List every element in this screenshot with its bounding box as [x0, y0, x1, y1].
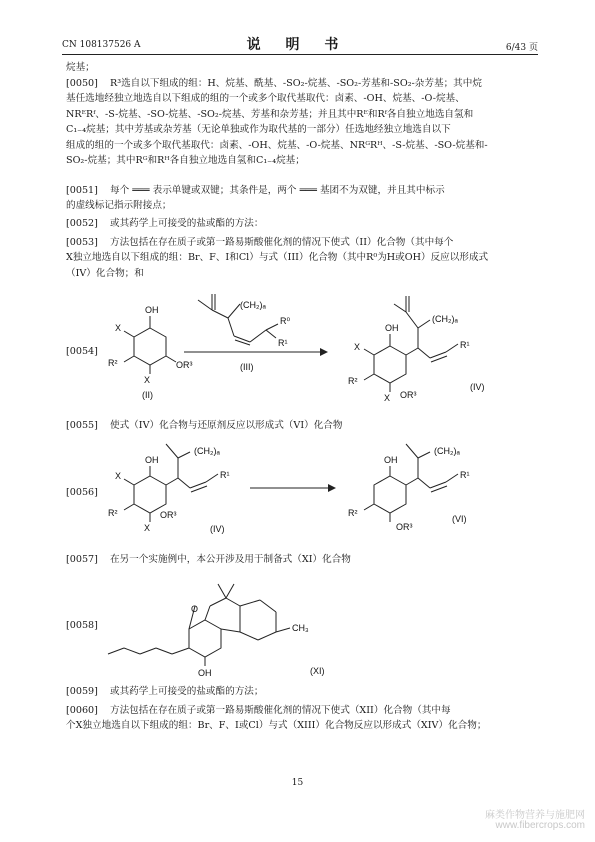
- document-title: 说 明 书: [246, 37, 349, 53]
- paragraph-0055: [0055] 使式（IV）化合物与还原剂反应以形成式（VI）化合物: [66, 418, 540, 433]
- benzene-ring-VI: [374, 476, 406, 513]
- para-number: [0056]: [66, 487, 98, 498]
- svg-text:X: X: [115, 471, 122, 481]
- benzene-ring-XI: [189, 620, 221, 657]
- publication-number: CN 108137526 A: [62, 40, 141, 50]
- svg-text:OR³: OR³: [400, 390, 417, 400]
- svg-text:OR³: OR³: [176, 360, 193, 370]
- svg-text:X: X: [384, 393, 391, 403]
- paragraph-0059: [0059] 或其药学上可接受的盐或酯的方法；: [66, 684, 540, 699]
- svg-text:X: X: [115, 323, 122, 333]
- svg-text:(CH₂)ₐ: (CH₂)ₐ: [194, 446, 220, 456]
- page-reference: 6/43 页: [505, 43, 538, 53]
- svg-text:OR³: OR³: [160, 510, 177, 520]
- svg-text:R²: R²: [348, 508, 358, 518]
- para-number: [0055]: [66, 420, 98, 431]
- svg-text:(CH₂)ₐ: (CH₂)ₐ: [432, 314, 458, 324]
- paragraph-0050: [0050] R³选自以下组成的组：H、烷基、酰基、-SO₂-烷基、-SO₂-芳基和-SO₂-杂芳基；其中烷 基任选地经独立地选自以下组成的组的一个或多个取代基取代：卤素、-OH、烷基、-O-烷基、 NRᴱRᶠ、-S-烷基、-SO-烷基、-SO₂-烷基、芳基和杂芳基；并且其中Rᴱ和Rᶠ各自独立地选自氢和 C₁₋₄烷基；其中芳基或杂芳基（无论单独或作为取代基的一部分）任选地经独立地选自以下 组成的组的一个或多个取代基取代：卤素、-OH、烷基、-O-烷基、NRᴳRᴴ、-S-烷基、-SO-烷基和- SO₂-烷基；其中Rᴳ和Rᴴ各自独立地选自氢和C₁₋₄烷基；: [66, 78, 488, 167]
- svg-text:OH: OH: [384, 455, 398, 465]
- svg-text:OH: OH: [145, 305, 159, 315]
- paragraph-0053: [0053] 方法包括在存在质子或第一路易斯酸催化剂的情况下使式（II）化合物（其中每个 X独立地选自以下组成的组：Br、F、I和Cl）与式（III）化合物（其中R⁰为H或OH）反应以形成式 （IV）化合物；和: [66, 237, 489, 279]
- svg-text:R²: R²: [108, 358, 118, 368]
- para-number: [0059]: [66, 686, 98, 697]
- header-rule: [62, 54, 538, 55]
- svg-text:OR³: OR³: [396, 522, 413, 532]
- svg-text:R¹: R¹: [460, 470, 470, 480]
- para-number: [0050]: [66, 78, 98, 89]
- reaction-arrow-head: [320, 348, 328, 356]
- svg-text:R¹: R¹: [460, 340, 470, 350]
- paragraph-0051: [0051] 每个 ═══ 表示单键或双键；其条件是，两个 ═══ 基团不为双键，并且其中标示 的虚线标记指示附接点；: [66, 185, 445, 212]
- svg-text:R⁰: R⁰: [280, 316, 291, 326]
- svg-text:O: O: [191, 604, 199, 614]
- para-number: [0058]: [66, 620, 98, 631]
- page-number: 15: [291, 778, 304, 788]
- para-number: [0051]: [66, 185, 98, 196]
- svg-text:OH: OH: [385, 323, 399, 333]
- svg-text:X: X: [144, 375, 151, 385]
- svg-text:R²: R²: [108, 508, 118, 518]
- svg-text:(CH₂)ₐ: (CH₂)ₐ: [240, 300, 266, 310]
- svg-text:R¹: R¹: [278, 338, 288, 348]
- paragraph-0057: [0057] 在另一个实施例中，本公开涉及用于制备式（XI）化合物: [66, 552, 540, 567]
- svg-text:(CH₂)ₐ: (CH₂)ₐ: [434, 446, 460, 456]
- paragraph-0060: [0060] 方法包括在存在质子或第一路易斯酸催化剂的情况下使式（XII）化合物（其中每 个X独立地选自以下组成的组：Br、F、I或Cl）与式（XIII）化合物反应以形成式（XIV）化合物；: [66, 705, 487, 732]
- structure-XI: [100, 568, 360, 680]
- label-IV: (IV): [210, 524, 225, 534]
- watermark-cn: 麻类作物营养与施肥网: [485, 810, 585, 821]
- para-number: [0053]: [66, 237, 98, 248]
- label-IV: (IV): [470, 382, 485, 392]
- label-III: (III): [240, 362, 254, 372]
- svg-text:R²: R²: [348, 376, 358, 386]
- svg-text:X: X: [144, 523, 151, 533]
- label-II: (II): [142, 390, 153, 400]
- para-number: [0054]: [66, 346, 98, 357]
- reaction-scheme-0056: [100, 436, 540, 548]
- paragraph-continuation: 烷基；: [66, 62, 95, 73]
- watermark-url: www.fibercrops.com: [495, 820, 585, 831]
- svg-text:OH: OH: [198, 668, 212, 678]
- svg-text:X: X: [354, 342, 361, 352]
- reaction-scheme-0054: [100, 286, 540, 416]
- paragraph-0052: [0052] 或其药学上可接受的盐或酯的方法：: [66, 216, 540, 231]
- para-number: [0052]: [66, 218, 98, 229]
- reaction-arrow-head: [328, 484, 336, 492]
- svg-text:R¹: R¹: [220, 470, 230, 480]
- label-XI: (XI): [310, 666, 325, 676]
- para-number: [0057]: [66, 554, 98, 565]
- para-number: [0060]: [66, 705, 98, 716]
- svg-text:OH: OH: [145, 455, 159, 465]
- svg-text:CH₃: CH₃: [292, 623, 309, 633]
- benzene-ring-II: [134, 328, 166, 365]
- benzene-ring-IV: [374, 346, 406, 383]
- benzene-ring-IV: [134, 476, 166, 513]
- label-VI: (VI): [452, 514, 467, 524]
